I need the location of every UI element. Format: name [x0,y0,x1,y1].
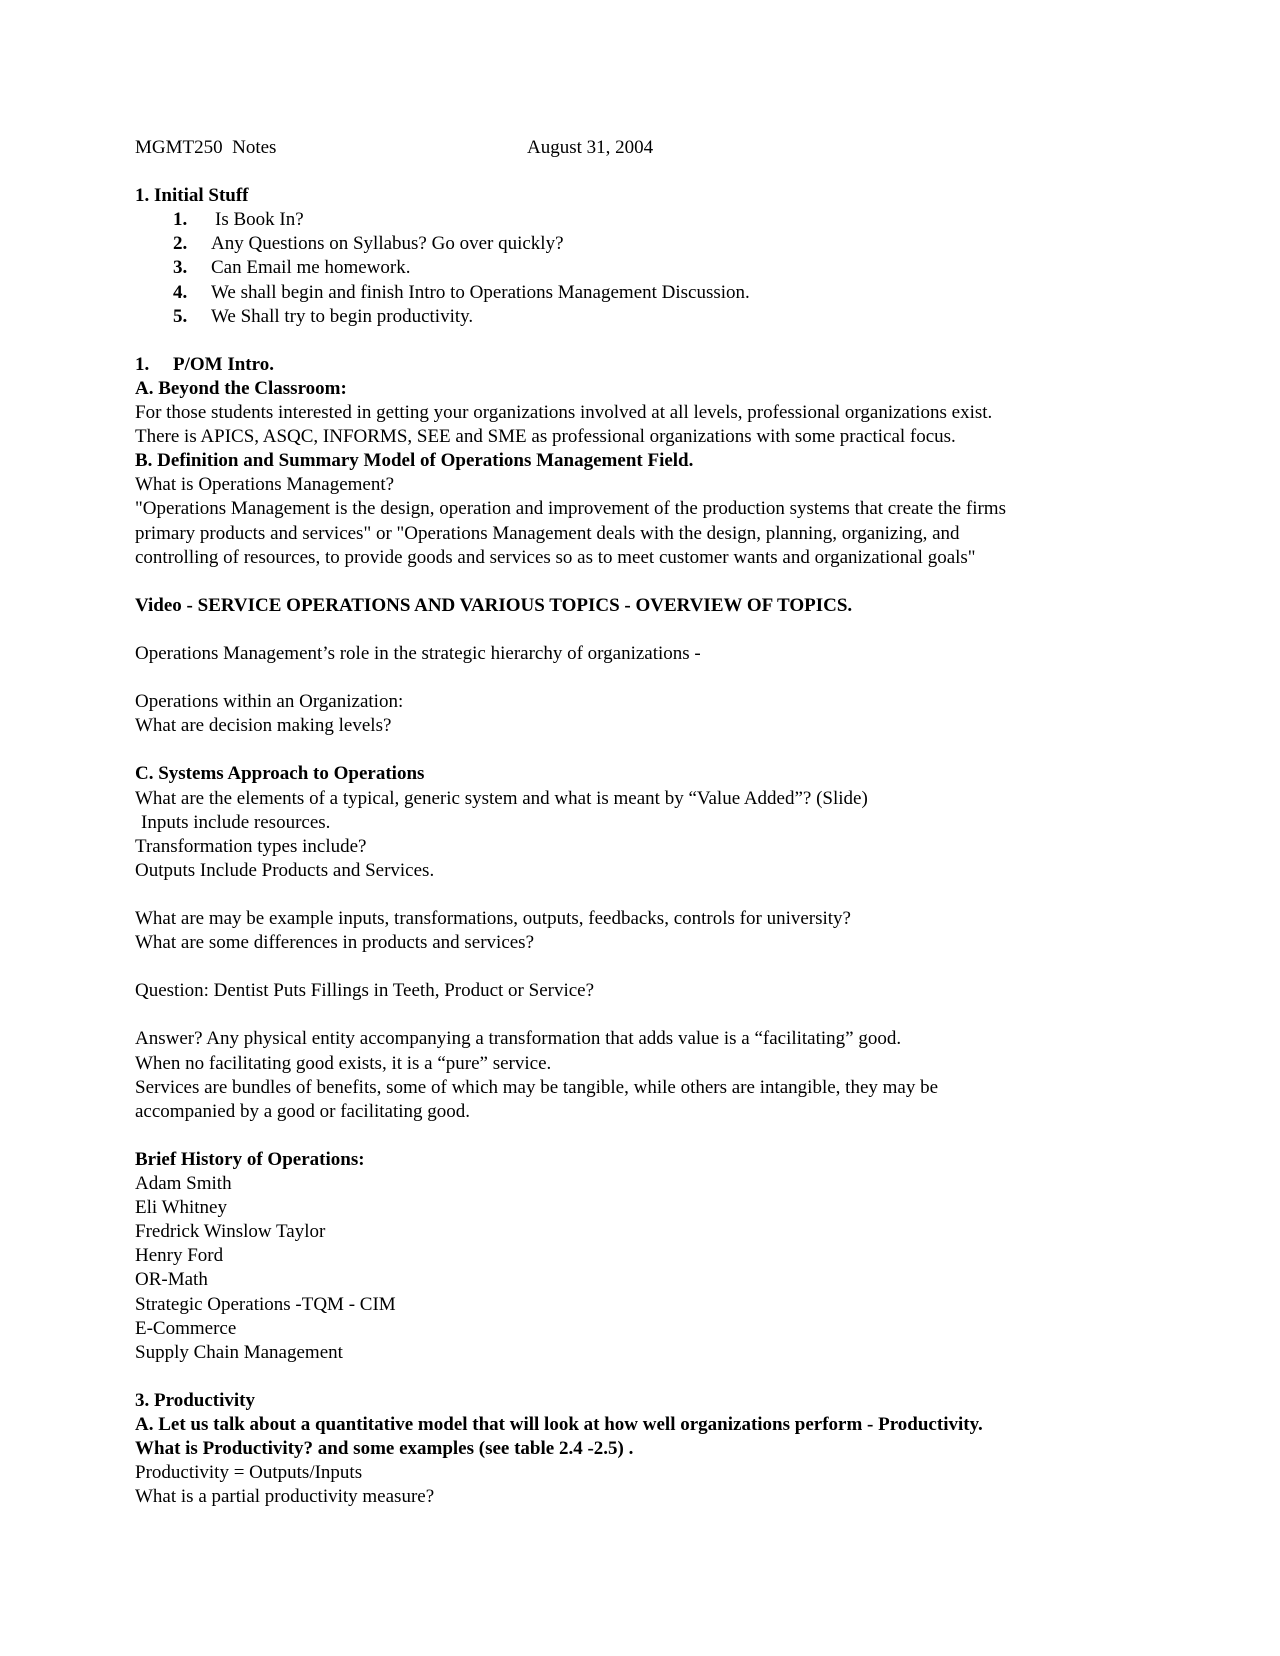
paragraph-line: What are may be example inputs, transformations, outputs, feedbacks, controls for university? [135,908,851,929]
paragraph-line: What are some differences in products and services? [135,932,535,954]
history-item: Supply Chain Management [135,1341,343,1363]
productivity-subheading: A. Let us talk about a quantitative model that will look at how well organizations perform - Productivity. [135,1413,983,1435]
notes-date: August 31, 2004 [527,137,654,158]
paragraph-line: accompanied by a good or facilitating good. [135,1100,471,1122]
productivity-subheading: What is Productivity? and some examples (see table 2.4 -2.5) . [135,1438,634,1460]
document-body [135,136,1145,1509]
paragraph-line: What is a partial productivity measure? [135,1486,435,1508]
paragraph-line: Transformation types include? [135,835,367,857]
paragraph-line: Answer? Any physical entity accompanying a transformation that adds value is a “facilitating” good. [135,1028,902,1050]
paragraph-line: What are the elements of a typical, generic system and what is meant by “Value Added”? (Slide) [135,787,868,809]
history-item: Strategic Operations -TQM - CIM [135,1293,396,1315]
history-item: Henry Ford [135,1245,224,1267]
list-item-text: Is Book In? [215,209,304,231]
history-item: OR-Math [135,1269,208,1291]
beyond-classroom-heading: A. Beyond the Classroom: [135,377,347,399]
section-number: 1. [135,353,150,375]
paragraph-line: When no facilitating good exists, it is a “pure” service. [135,1052,552,1074]
list-item [135,281,1145,305]
paragraph-line: What are decision making levels? [135,715,392,737]
pom-intro-heading [135,353,1145,377]
list-item-number: 3. [173,257,188,279]
paragraph-line: Question: Dentist Puts Fillings in Teeth, Product or Service? [135,980,595,1002]
history-item: E-Commerce [135,1317,237,1339]
list-item-text: We shall begin and finish Intro to Operations Management Discussion. [211,281,750,303]
list-item-text: We Shall try to begin productivity. [211,305,474,327]
list-item-text: Any Questions on Syllabus? Go over quickly? [211,233,564,255]
paragraph-line: Operations Management’s role in the strategic hierarchy of organizations - [135,642,701,664]
section-title: P/OM Intro. [173,353,274,375]
list-item [135,232,1145,256]
paragraph-line: Outputs Include Products and Services. [135,859,435,881]
history-item: Eli Whitney [135,1197,227,1219]
paragraph-line: There is APICS, ASQC, INFORMS, SEE and SME as professional organizations with some practical focus. [135,426,956,448]
video-heading: Video - SERVICE OPERATIONS AND VARIOUS TOPICS - OVERVIEW OF TOPICS. [135,594,853,616]
initial-stuff-heading: 1. Initial Stuff [135,185,249,207]
document-header [135,136,1145,160]
paragraph-line: What is Operations Management? [135,474,395,496]
list-item-number: 5. [173,305,188,327]
productivity-heading: 3. Productivity [135,1389,255,1411]
paragraph-line: Productivity = Outputs/Inputs [135,1462,363,1484]
course-title: MGMT250 Notes [135,137,277,158]
paragraph-line: Services are bundles of benefits, some of which may be tangible, while others are intangible, they may be [135,1076,939,1098]
list-item-number: 1. [173,209,188,231]
paragraph-line: Inputs include resources. [141,811,331,833]
paragraph-line: "Operations Management is the design, operation and improvement of the production systems that create the firms [135,498,1006,520]
systems-approach-heading: C. Systems Approach to Operations [135,763,425,785]
list-item-number: 4. [173,281,188,303]
list-item [135,256,1145,280]
list-item-number: 2. [173,233,188,255]
definition-heading: B. Definition and Summary Model of Operations Management Field. [135,450,694,472]
history-item: Adam Smith [135,1173,232,1195]
paragraph-line: For those students interested in getting your organizations involved at all levels, professional organizations exist. [135,402,993,424]
paragraph-line: primary products and services" or "Operations Management deals with the design, planning, organizing, and [135,522,960,544]
list-item [135,208,1145,232]
list-item [135,305,1145,329]
history-heading: Brief History of Operations: [135,1148,365,1170]
paragraph-line: Operations within an Organization: [135,691,404,713]
list-item-text: Can Email me homework. [211,257,411,279]
paragraph-line: controlling of resources, to provide goods and services so as to meet customer wants and organizational goals" [135,546,976,568]
history-item: Fredrick Winslow Taylor [135,1221,326,1243]
